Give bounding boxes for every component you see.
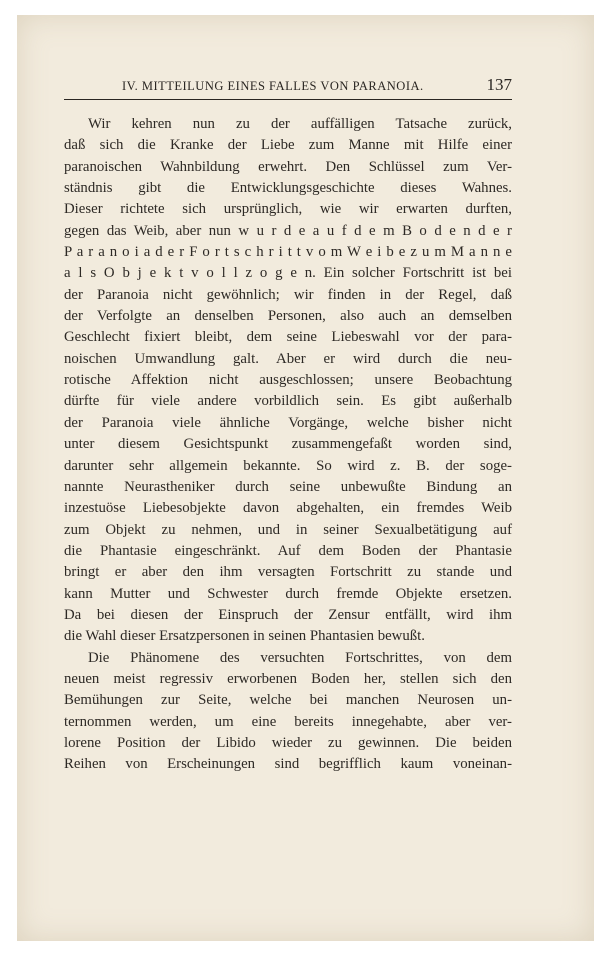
text-line: Reihen von Erscheinungen sind begrifflich kaum voneinan-: [64, 756, 512, 773]
text-line: Dieser richtete sich ursprünglich, wie wir erwarten durften,: [64, 201, 512, 218]
text-line: dürfte für viele andere vorbildlich sein. Es gibt außerhalb: [64, 393, 512, 410]
text-line: der Paranoia nicht gewöhnlich; wir finden in der Regel, daß: [64, 286, 512, 303]
text-line: Geschlecht fixiert bleibt, dem seine Liebeswahl vor der para-: [64, 329, 512, 346]
text-line: rotische Affektion nicht ausgeschlossen; unsere Beobachtung: [64, 372, 512, 389]
text-line: nannte Neurastheniker durch seine unbewußte Bindung an: [64, 478, 512, 495]
text-line: der Verfolgte an denselben Personen, also auch an demselben: [64, 308, 512, 325]
text-line: die Wahl dieser Ersatzpersonen in seinen Phantasien bewußt.: [64, 628, 425, 645]
text-line: der Paranoia viele ähnliche Vorgänge, welche bisher nicht: [64, 414, 512, 431]
text-line: a l s O b j e k t v o l l z o g e n. Ein solcher Fortschritt ist bei: [64, 265, 512, 282]
text-line: ständnis gibt die Entwicklungsgeschichte dieses Wahnes.: [64, 180, 512, 197]
text-line: gegen das Weib, aber nun w u r d e a u f d e m B o d e n d e r: [64, 222, 512, 239]
text-line: P a r a n o i a d e r F o r t s c h r i t t v o m W e i b e z u m M a n n e: [64, 244, 512, 261]
text-line: Die Phänomene des versuchten Fortschrittes, von dem: [88, 649, 512, 666]
text-line: Wir kehren nun zu der auffälligen Tatsache zurück,: [88, 116, 512, 132]
text-line: darunter sehr allgemein bekannte. So wird z. B. der soge-: [64, 457, 512, 474]
text-line: zum Objekt zu nehmen, und in seiner Sexualbetätigung auf: [64, 521, 512, 538]
text-line: daß sich die Kranke der Liebe zum Manne mit Hilfe einer: [64, 137, 512, 154]
body-text: [64, 114, 512, 776]
text-line: bringt er aber den ihm versagten Fortschritt zu stande und: [64, 564, 512, 581]
text-line: Da bei diesen der Einspruch der Zensur entfällt, wird ihm: [64, 606, 512, 623]
text-line: neuen meist regressiv erworbenen Boden her, stellen sich den: [64, 670, 512, 687]
text-line: ternommen werden, um eine bereits innegehabte, aber ver-: [64, 713, 512, 730]
text-line: Bemühungen zur Seite, welche bei manchen Neurosen un-: [64, 692, 512, 709]
book-page: [17, 15, 594, 941]
text-line: paranoischen Wahnbildung erwehrt. Den Schlüssel zum Ver-: [64, 158, 512, 175]
page-number: 137: [486, 75, 512, 94]
text-line: unter diesem Gesichtspunkt zusammengefaßt worden sind,: [64, 436, 512, 453]
text-line: noischen Umwandlung galt. Aber er wird durch die neu-: [64, 350, 512, 367]
page-header: [64, 75, 512, 100]
text-line: die Phantasie eingeschränkt. Auf dem Boden der Phantasie: [64, 542, 512, 559]
text-line: kann Mutter und Schwester durch fremde Objekte ersetzen.: [64, 585, 512, 602]
running-head: IV. MITTEILUNG EINES FALLES VON PARANOIA.: [122, 79, 424, 93]
text-line: lorene Position der Libido wieder zu gewinnen. Die beiden: [64, 734, 512, 751]
text-line: inzestuöse Liebesobjekte davon abgehalten, ein fremdes Weib: [64, 500, 512, 517]
